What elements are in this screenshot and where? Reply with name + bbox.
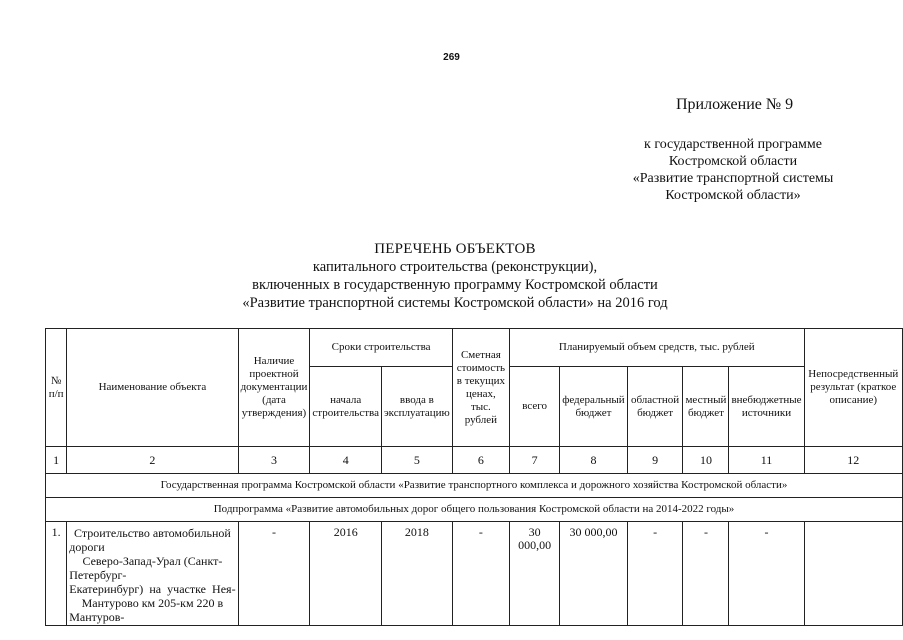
header-funds-regional: областной бюджет: [627, 367, 683, 447]
column-number: 3: [238, 447, 310, 474]
row-cost: -: [452, 522, 509, 626]
row-name-line: Строительство автомобильной дороги: [69, 526, 231, 554]
header-funds-offbudget: внебюджетные источники: [729, 367, 804, 447]
row-end: 2018: [381, 522, 452, 626]
subprogram-row: Подпрограмма «Развитие автомобильных дорог общего пользования Костромской области на 2014-2022 годы»: [46, 498, 903, 522]
column-number: 10: [683, 447, 729, 474]
appendix-line: Костромской области: [668, 154, 798, 169]
document-title-line: включенных в государственную программу Костромской области: [252, 277, 658, 293]
appendix-subtitle: [600, 136, 866, 204]
row-name-line: Северо-Запад-Урал (Санкт-Петербург-: [69, 554, 223, 582]
page-number: 269: [443, 52, 460, 63]
row-name-line: Мантурово км 205-км 220 в Мантуров-: [69, 596, 224, 624]
column-number: 6: [452, 447, 509, 474]
header-funds-federal: федеральный бюджет: [560, 367, 628, 447]
program-row: Государственная программа Костромской области «Развитие транспортного комплекса и дорожного хозяйства Костромской области»: [46, 474, 903, 498]
column-number: 5: [381, 447, 452, 474]
column-number: 1: [46, 447, 67, 474]
appendix-line: «Развитие транспортной системы: [632, 171, 834, 186]
header-funds-total: всего: [509, 367, 559, 447]
header-funds-local: местный бюджет: [683, 367, 729, 447]
row-offbudget: -: [729, 522, 804, 626]
column-number: 4: [310, 447, 382, 474]
header-terms-start: начала строительства: [310, 367, 382, 447]
document-title-line: «Развитие транспортной системы Костромской области» на 2016 год: [242, 295, 668, 311]
appendix-line: Костромской области»: [665, 188, 801, 203]
header-cost: Сметная стоимость в текущих ценах, тыс. рублей: [452, 329, 509, 447]
document-heading: ПЕРЕЧЕНЬ ОБЪЕКТОВ: [374, 241, 536, 257]
header-name: Наименование объекта: [67, 329, 238, 447]
header-result: Непосредственный результат (краткое описание): [804, 329, 902, 447]
row-regional: -: [627, 522, 683, 626]
row-name-line: Екатеринбург) на участке Нея-: [69, 582, 236, 596]
header-terms-end: ввода в эксплуатацию: [381, 367, 452, 447]
row-num: 1.: [46, 522, 67, 626]
column-number: 9: [627, 447, 683, 474]
row-result: [804, 522, 902, 626]
header-terms: Сроки строительства: [310, 329, 452, 367]
column-number: 12: [804, 447, 902, 474]
column-number: 11: [729, 447, 804, 474]
row-federal: 30 000,00: [560, 522, 628, 626]
header-docs: Наличие проектной документации (дата утверждения): [238, 329, 310, 447]
column-number: 2: [67, 447, 238, 474]
appendix-line: к государственной программе: [644, 137, 822, 152]
table-row: [46, 522, 903, 626]
document-title: [200, 240, 710, 312]
appendix-title: Приложение № 9: [676, 96, 794, 113]
objects-table: [45, 328, 903, 626]
document-title-line: капитального строительства (реконструкции),: [312, 259, 598, 275]
row-docs: -: [238, 522, 310, 626]
row-total: 30 000,00: [509, 522, 559, 626]
header-funds: Планируемый объем средств, тыс. рублей: [509, 329, 804, 367]
row-start: 2016: [310, 522, 382, 626]
column-number: 7: [509, 447, 559, 474]
row-local: -: [683, 522, 729, 626]
column-number: 8: [560, 447, 628, 474]
row-object-name: [67, 522, 238, 626]
header-num: № п/п: [46, 329, 67, 447]
